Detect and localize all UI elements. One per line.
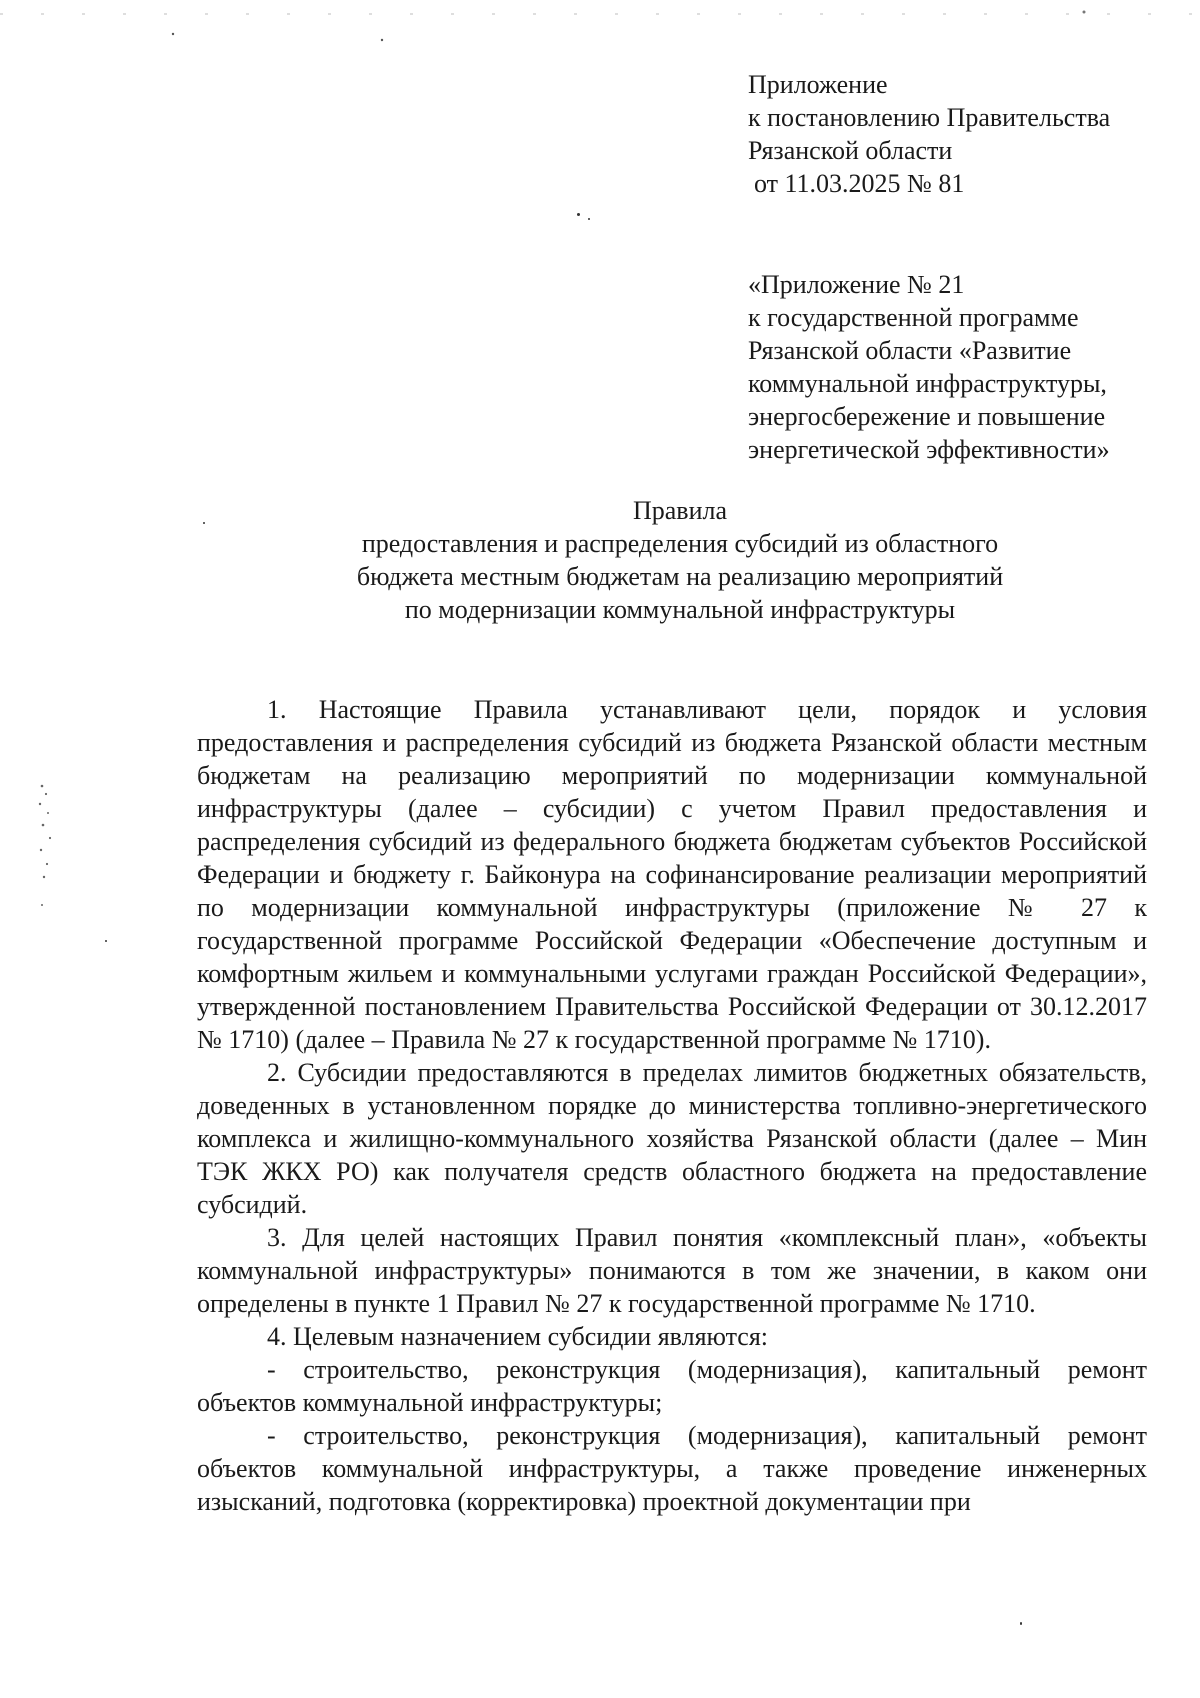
- appendix-header-date: от 11.03.2025 № 81: [754, 169, 965, 198]
- program-appendix-line: коммунальной инфраструктуры,: [748, 369, 1107, 398]
- program-appendix-line: «Приложение № 21: [748, 270, 965, 299]
- paragraph-2: 2. Субсидии предоставляются в пределах лимитов бюджетных обязательств, доведенных в установленном порядке до министерства топливно-энергетического комплекса и жилищно-коммунального хозяйства Рязанской области (далее – Мин ТЭК ЖКХ РО) как получателя средств областного бюджета на предоставление субсидий.: [197, 1058, 1147, 1219]
- title-line: по модернизации коммунальной инфраструктуры: [404, 595, 956, 624]
- title-line: бюджета местным бюджетам на реализацию мероприятий: [356, 562, 1004, 591]
- document-body: [197, 693, 1147, 1518]
- title-line: предоставления и распределения субсидий из областного: [361, 529, 999, 558]
- scan-speck: [1020, 1622, 1022, 1625]
- scan-speck: [588, 218, 590, 220]
- program-appendix-line: Рязанской области «Развитие: [748, 336, 1072, 365]
- appendix-header-line: к постановлению Правительства: [748, 103, 1111, 132]
- program-appendix-header: [748, 268, 1110, 466]
- scan-margin-marks: [30, 780, 60, 920]
- paragraph-3: 3. Для целей настоящих Правил понятия «комплексный план», «объекты коммунальной инфраструктуры» понимаются в том же значении, в каком они определены в пункте 1 Правил № 27 к государственной программе № 1710.: [197, 1223, 1147, 1318]
- appendix-header: [748, 68, 1110, 200]
- appendix-header-line: Приложение: [748, 70, 888, 99]
- title-line: Правила: [632, 496, 728, 525]
- list-item: - строительство, реконструкция (модернизация), капитальный ремонт объектов коммунальной инфраструктуры, а также проведение инженерных изысканий, подготовка (корректировка) проектной документации при: [197, 1421, 1147, 1516]
- program-appendix-line: энергетической эффективности»: [748, 435, 1110, 464]
- scan-edge-marks: [0, 0, 1200, 48]
- paragraph-4: 4. Целевым назначением субсидии являются:: [267, 1322, 769, 1351]
- program-appendix-line: к государственной программе: [748, 303, 1079, 332]
- paragraph-1: 1. Настоящие Правила устанавливают цели, порядок и условия предоставления и распределения субсидий из бюджета Рязанской области местным бюджетам на реализацию мероприятий по модернизации коммунальной инфраструктуры (далее – субсидии) с учетом Правил предоставления и распределения субсидий из федерального бюджета бюджетам субъектов Российской Федерации и бюджету г. Байконура на софинансирование реализации мероприятий по модернизации коммунальной инфраструктуры (приложение № 27 к государственной программе Российской Федерации «Обеспечение доступным и комфортным жильем и коммунальными услугами граждан Российской Федерации», утвержденной постановлением Правительства Российской Федерации от 30.12.2017 № 1710) (далее – Правила № 27 к государственной программе № 1710).: [197, 695, 1147, 1054]
- document-title: [180, 494, 1180, 626]
- program-appendix-line: энергосбережение и повышение: [748, 402, 1106, 431]
- appendix-header-line: Рязанской области: [748, 136, 953, 165]
- scan-speck: [105, 940, 107, 942]
- scan-speck: [577, 213, 580, 216]
- list-item: - строительство, реконструкция (модернизация), капитальный ремонт объектов коммунальной инфраструктуры;: [197, 1355, 1147, 1417]
